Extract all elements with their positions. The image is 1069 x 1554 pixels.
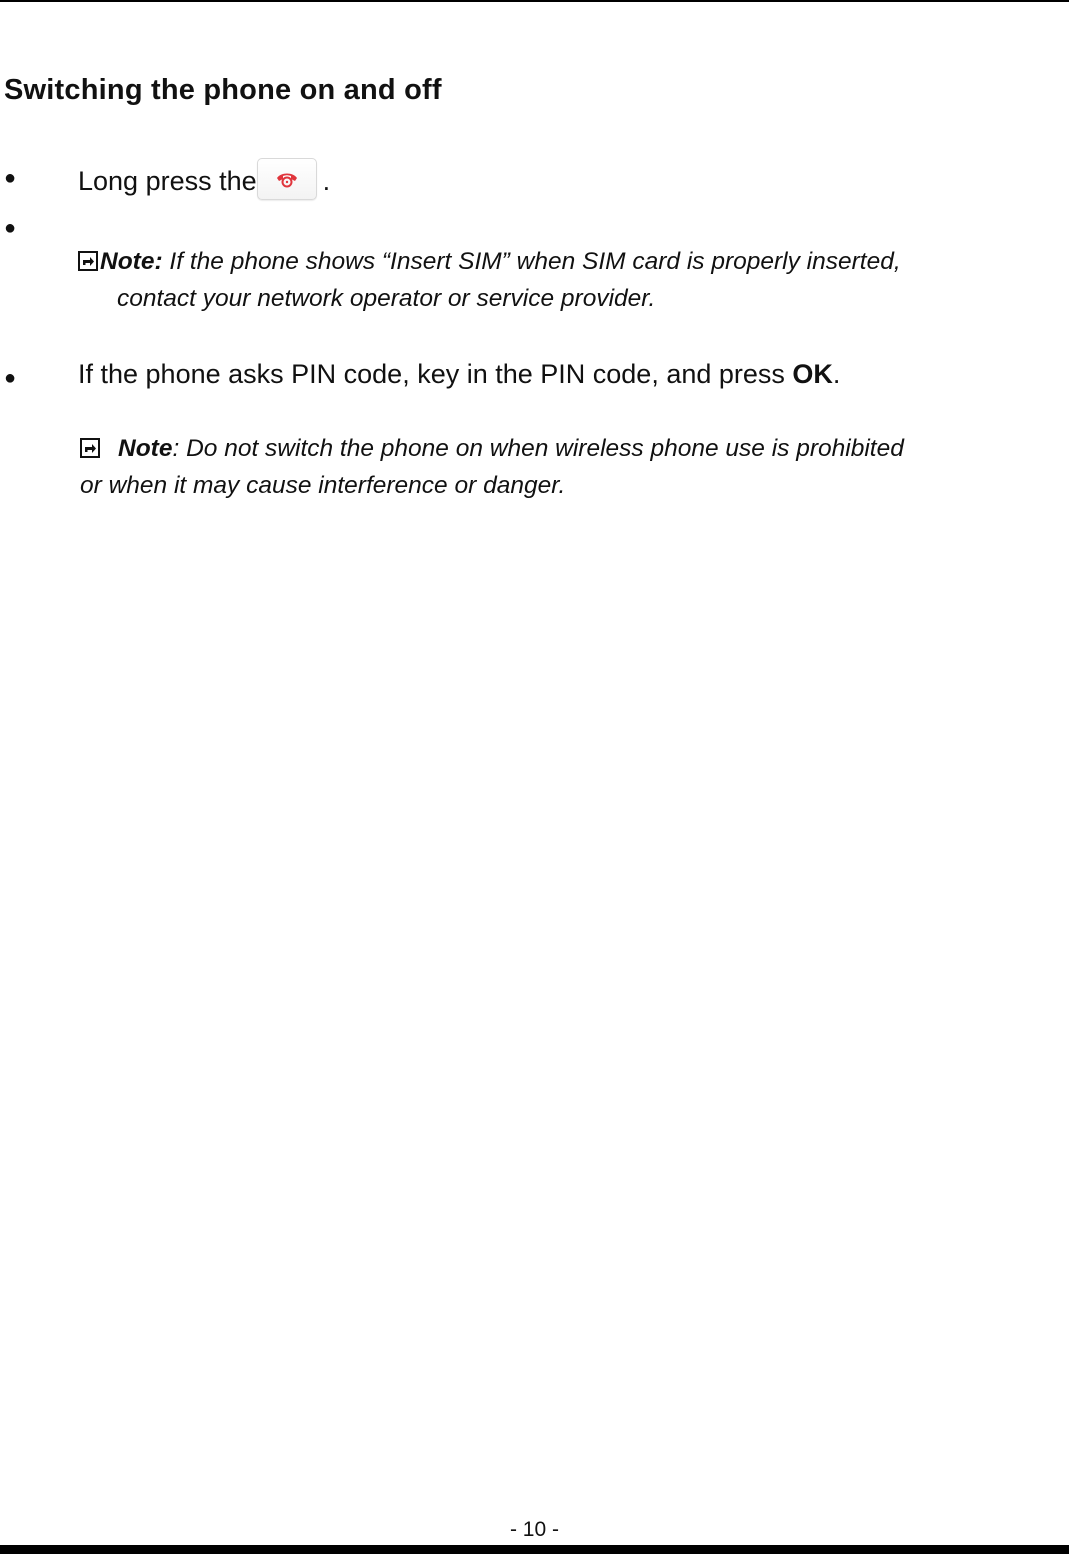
bullet-icon: ● bbox=[4, 217, 17, 239]
item-text-suffix: . bbox=[322, 166, 331, 196]
note-icon bbox=[78, 251, 98, 271]
item-text-suffix: . bbox=[832, 359, 841, 389]
ok-key-label: OK bbox=[792, 359, 833, 389]
note-label: Note bbox=[118, 435, 173, 462]
note-label: Note: bbox=[100, 248, 163, 275]
end-call-icon bbox=[275, 169, 299, 189]
end-call-key-icon bbox=[257, 158, 317, 200]
item-text-prefix: Long press the bbox=[78, 166, 257, 196]
section-title: Switching the phone on and off bbox=[4, 74, 442, 106]
list-item bbox=[78, 359, 840, 390]
note-text-continued: contact your network operator or service provider. bbox=[117, 285, 656, 312]
bullet-icon: ● bbox=[4, 167, 17, 189]
page-number: - 10 - bbox=[509, 1518, 559, 1541]
bottom-rule bbox=[0, 1545, 1069, 1554]
item-text-prefix: If the phone asks PIN code, key in the PIN code, and press bbox=[78, 359, 793, 389]
list-item bbox=[78, 158, 330, 200]
note-block bbox=[80, 435, 904, 463]
top-rule bbox=[0, 0, 1069, 2]
note-text: : Do not switch the phone on when wireless phone use is prohibited bbox=[172, 435, 904, 462]
note-text-continued: or when it may cause interference or danger. bbox=[80, 472, 566, 499]
note-text: If the phone shows “Insert SIM” when SIM card is properly inserted, bbox=[162, 248, 901, 275]
note-block bbox=[78, 248, 901, 276]
note-icon bbox=[80, 438, 100, 458]
bullet-icon: ● bbox=[4, 367, 17, 389]
